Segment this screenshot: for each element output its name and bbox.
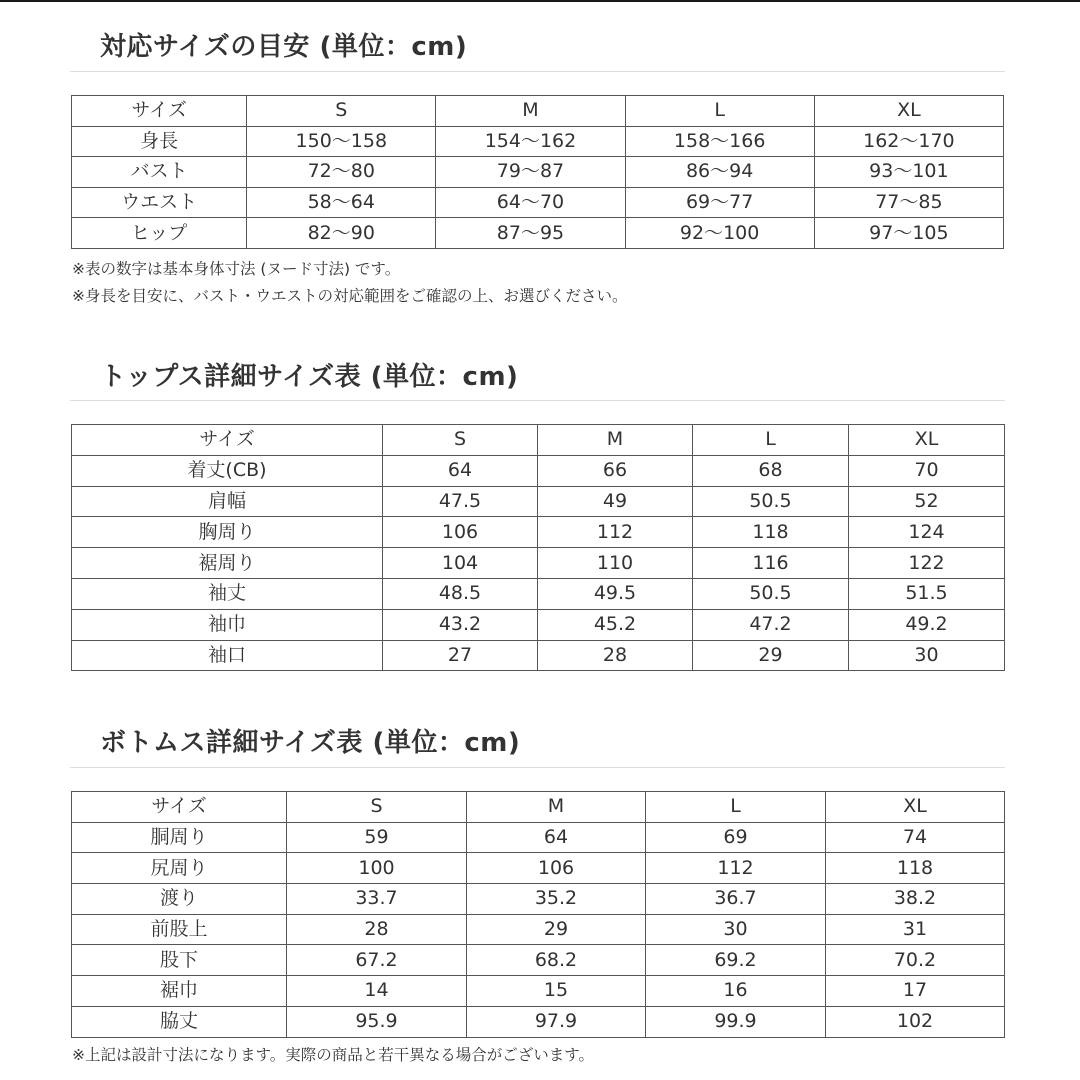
row-label-cell: ヒップ xyxy=(72,218,247,249)
table-cell: 100 xyxy=(287,853,467,884)
bottoms-size-table xyxy=(71,791,1005,1038)
table-cell: 51.5 xyxy=(849,578,1005,609)
row-label-cell: 胸周り xyxy=(72,517,383,548)
table-cell: 116 xyxy=(693,548,849,579)
table-cell: 58〜64 xyxy=(247,187,436,218)
table-cell: 77〜85 xyxy=(814,187,1003,218)
row-label-cell: 着丈(CB) xyxy=(72,455,383,486)
table-cell: 106 xyxy=(467,853,646,884)
size-guide-table xyxy=(71,95,1004,249)
table-cell: 99.9 xyxy=(646,1006,826,1037)
table-cell: 50.5 xyxy=(693,578,849,609)
table-header-cell: L xyxy=(625,96,814,127)
table-cell: 74 xyxy=(826,822,1005,853)
size-guide-note-1: ※表の数字は基本身体寸法 (ヌード寸法) です。 xyxy=(72,260,401,278)
table-row xyxy=(72,640,1005,671)
tops-size-table xyxy=(71,424,1005,671)
table-row xyxy=(72,884,1005,915)
bottoms-note: ※上記は設計寸法になります。実際の商品と若干異なる場合がございます。 xyxy=(72,1046,595,1064)
table-cell: 66 xyxy=(538,455,693,486)
table-cell: 104 xyxy=(383,548,538,579)
row-label-cell: 肩幅 xyxy=(72,486,383,517)
table-cell: 45.2 xyxy=(538,609,693,640)
size-guide-note-2: ※身長を目安に、バスト・ウエストの対応範囲をご確認の上、お選びください。 xyxy=(72,287,628,305)
table-row xyxy=(72,187,1004,218)
table-cell: 47.2 xyxy=(693,609,849,640)
table-header-row xyxy=(72,96,1004,127)
table-header-cell: M xyxy=(436,96,625,127)
table-cell: 95.9 xyxy=(287,1006,467,1037)
tops-divider xyxy=(70,400,1005,401)
table-row xyxy=(72,1006,1005,1037)
table-cell: 79〜87 xyxy=(436,157,625,188)
table-cell: 118 xyxy=(826,853,1005,884)
table-cell: 158〜166 xyxy=(625,126,814,157)
table-header-cell: S xyxy=(383,425,538,456)
table-cell: 64 xyxy=(467,822,646,853)
table-cell: 70 xyxy=(849,455,1005,486)
row-label-cell: 渡り xyxy=(72,884,287,915)
table-cell: 28 xyxy=(538,640,693,671)
table-header-row xyxy=(72,792,1005,823)
row-label-cell: 胴周り xyxy=(72,822,287,853)
table-cell: 29 xyxy=(467,914,646,945)
table-cell: 17 xyxy=(826,976,1005,1007)
table-header-cell: サイズ xyxy=(72,792,287,823)
table-cell: 49.2 xyxy=(849,609,1005,640)
table-cell: 93〜101 xyxy=(814,157,1003,188)
table-row xyxy=(72,578,1005,609)
table-header-cell: サイズ xyxy=(72,96,247,127)
table-row xyxy=(72,609,1005,640)
table-cell: 69.2 xyxy=(646,945,826,976)
row-label-cell: 裾巾 xyxy=(72,976,287,1007)
table-row xyxy=(72,126,1004,157)
table-cell: 67.2 xyxy=(287,945,467,976)
row-label-cell: ウエスト xyxy=(72,187,247,218)
table-header-cell: XL xyxy=(814,96,1003,127)
table-cell: 150〜158 xyxy=(247,126,436,157)
table-cell: 28 xyxy=(287,914,467,945)
table-cell: 69〜77 xyxy=(625,187,814,218)
table-cell: 47.5 xyxy=(383,486,538,517)
row-label-cell: 袖丈 xyxy=(72,578,383,609)
table-header-row xyxy=(72,425,1005,456)
table-cell: 14 xyxy=(287,976,467,1007)
table-cell: 86〜94 xyxy=(625,157,814,188)
table-row xyxy=(72,976,1005,1007)
bottoms-title: ボトムス詳細サイズ表 (単位：cm) xyxy=(100,728,521,758)
table-row xyxy=(72,822,1005,853)
table-cell: 29 xyxy=(693,640,849,671)
table-row xyxy=(72,455,1005,486)
table-cell: 124 xyxy=(849,517,1005,548)
table-cell: 27 xyxy=(383,640,538,671)
table-row xyxy=(72,914,1005,945)
table-cell: 106 xyxy=(383,517,538,548)
table-cell: 68.2 xyxy=(467,945,646,976)
table-cell: 97〜105 xyxy=(814,218,1003,249)
table-cell: 87〜95 xyxy=(436,218,625,249)
table-cell: 154〜162 xyxy=(436,126,625,157)
table-cell: 68 xyxy=(693,455,849,486)
table-cell: 48.5 xyxy=(383,578,538,609)
table-header-cell: L xyxy=(646,792,826,823)
table-cell: 36.7 xyxy=(646,884,826,915)
table-cell: 50.5 xyxy=(693,486,849,517)
size-guide-divider xyxy=(70,71,1005,72)
row-label-cell: 身長 xyxy=(72,126,247,157)
table-header-cell: S xyxy=(287,792,467,823)
table-cell: 64 xyxy=(383,455,538,486)
size-guide-title: 対応サイズの目安 (単位：cm) xyxy=(100,32,468,62)
table-cell: 122 xyxy=(849,548,1005,579)
table-cell: 64〜70 xyxy=(436,187,625,218)
row-label-cell: 袖口 xyxy=(72,640,383,671)
table-header-cell: M xyxy=(467,792,646,823)
table-header-cell: XL xyxy=(849,425,1005,456)
table-cell: 49 xyxy=(538,486,693,517)
table-cell: 82〜90 xyxy=(247,218,436,249)
table-row xyxy=(72,945,1005,976)
table-header-cell: XL xyxy=(826,792,1005,823)
table-cell: 30 xyxy=(646,914,826,945)
row-label-cell: 裾周り xyxy=(72,548,383,579)
row-label-cell: 袖巾 xyxy=(72,609,383,640)
table-cell: 162〜170 xyxy=(814,126,1003,157)
table-cell: 15 xyxy=(467,976,646,1007)
table-row xyxy=(72,548,1005,579)
table-cell: 92〜100 xyxy=(625,218,814,249)
table-row xyxy=(72,517,1005,548)
table-cell: 43.2 xyxy=(383,609,538,640)
table-cell: 30 xyxy=(849,640,1005,671)
table-cell: 70.2 xyxy=(826,945,1005,976)
table-cell: 97.9 xyxy=(467,1006,646,1037)
table-cell: 16 xyxy=(646,976,826,1007)
row-label-cell: 尻周り xyxy=(72,853,287,884)
row-label-cell: 脇丈 xyxy=(72,1006,287,1037)
top-border-line xyxy=(0,0,1080,2)
row-label-cell: 前股上 xyxy=(72,914,287,945)
table-row xyxy=(72,853,1005,884)
table-cell: 35.2 xyxy=(467,884,646,915)
table-cell: 118 xyxy=(693,517,849,548)
bottoms-divider xyxy=(70,767,1005,768)
table-cell: 31 xyxy=(826,914,1005,945)
table-cell: 69 xyxy=(646,822,826,853)
table-row xyxy=(72,157,1004,188)
table-cell: 72〜80 xyxy=(247,157,436,188)
table-cell: 33.7 xyxy=(287,884,467,915)
table-cell: 49.5 xyxy=(538,578,693,609)
table-cell: 110 xyxy=(538,548,693,579)
table-header-cell: M xyxy=(538,425,693,456)
table-header-cell: L xyxy=(693,425,849,456)
tops-title: トップス詳細サイズ表 (単位：cm) xyxy=(100,362,519,392)
table-cell: 38.2 xyxy=(826,884,1005,915)
table-row xyxy=(72,218,1004,249)
row-label-cell: バスト xyxy=(72,157,247,188)
table-cell: 112 xyxy=(538,517,693,548)
table-header-cell: S xyxy=(247,96,436,127)
table-cell: 102 xyxy=(826,1006,1005,1037)
table-cell: 112 xyxy=(646,853,826,884)
table-header-cell: サイズ xyxy=(72,425,383,456)
table-cell: 52 xyxy=(849,486,1005,517)
table-row xyxy=(72,486,1005,517)
table-cell: 59 xyxy=(287,822,467,853)
row-label-cell: 股下 xyxy=(72,945,287,976)
